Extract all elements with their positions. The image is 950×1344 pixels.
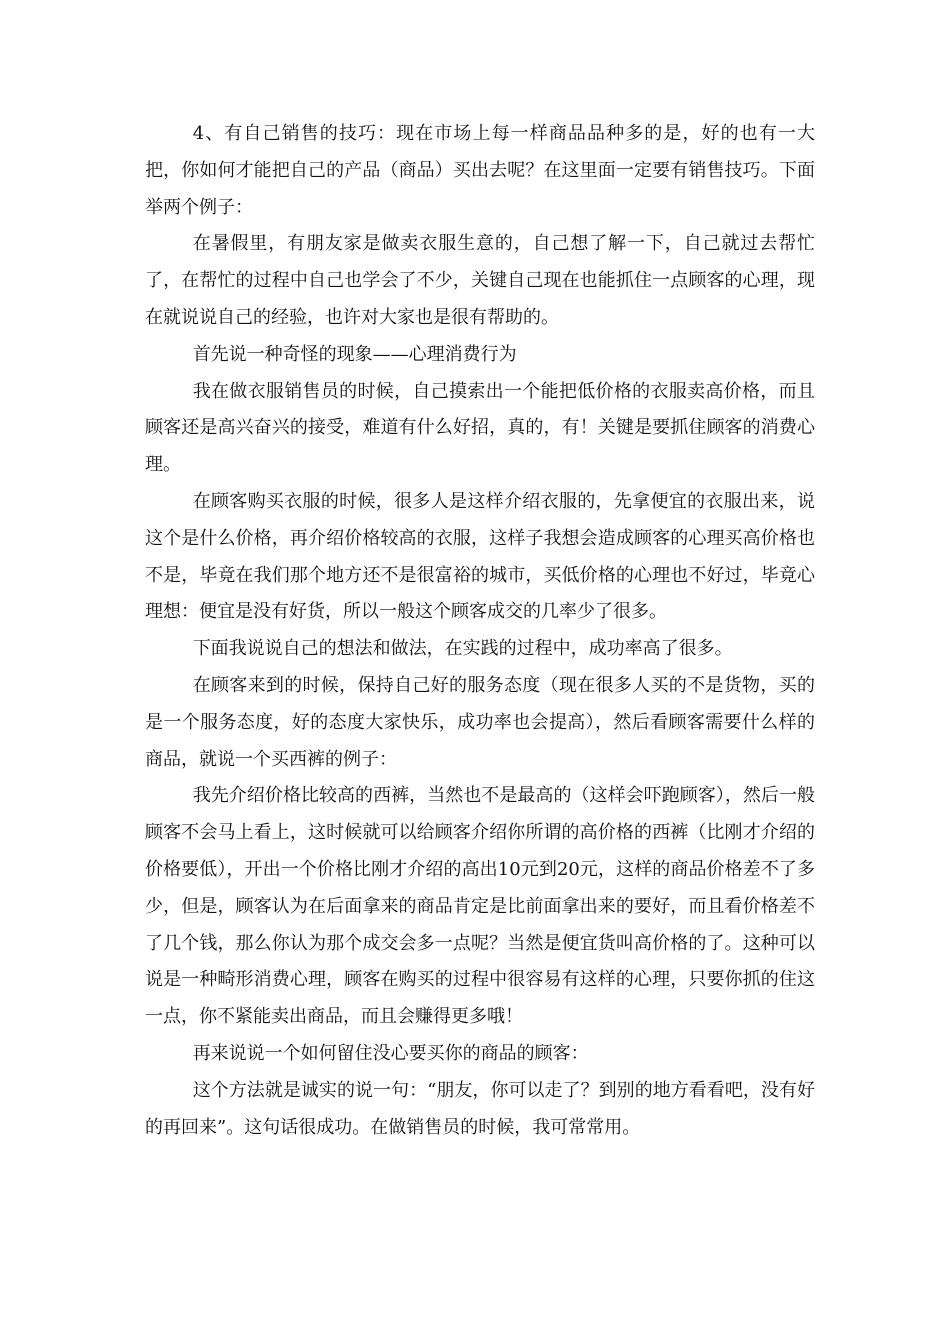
paragraph-common-approach: 在顾客购买衣服的时候，很多人是这样介绍衣服的，先拿便宜的衣服出来，说这个是什么价格，再介绍价格较高的衣服，这样子我想会造成顾客的心理买高价格也不是，毕竟在我们那个地方还不是很富裕的城市，买低价格的心理也不好过，毕竟心理想：便宜是没有好货，所以一般这个顾客成交的几率少了很多。: [145, 490, 815, 623]
paragraph-retain-customers: 再来说说一个如何留住没心要买你的商品的顾客：: [192, 1042, 589, 1064]
paragraph-sales-skills: 4、有自己销售的技巧：现在市场上每一样商品品种多的是，好的也有一大把，你如何才能把自己的产品（商品）买出去呢？在这里面一定要有销售技巧。下面举两个例子：: [145, 123, 815, 218]
paragraph-my-approach: 下面我说说自己的想法和做法，在实践的过程中，成功率高了很多。: [192, 638, 733, 660]
paragraph-honest-method: 这个方法就是诚实的说一句：“朋友，你可以走了？到别的地方看看吧，没有好的再回来”。这句话很成功。在做销售员的时候，我可常常用。: [145, 1079, 815, 1138]
document-body: [145, 116, 815, 1146]
paragraph-strange-phenomenon: 首先说一种奇怪的现象——心理消费行为: [192, 343, 517, 365]
paragraph-service-attitude: 在顾客来到的时候，保持自己好的服务态度（现在很多人买的不是货物，买的是一个服务态度，好的态度大家快乐，成功率也会提高），然后看顾客需要什么样的商品，就说一个买西裤的例子：: [145, 674, 815, 770]
paragraph-low-price-high-price: 我在做衣服销售员的时候，自己摸索出一个能把低价格的衣服卖高价格，而且顾客还是高兴奋兴的接受，难道有什么好招，真的，有！关键是要抓住顾客的消费心理。: [145, 380, 815, 476]
paragraph-trousers-example: 我先介绍价格比较高的西裤，当然也不是最高的（这样会吓跑顾客），然后一般顾客不会马上看上，这时候就可以给顾客介绍你所谓的高价格的西裤（比刚才介绍的价格要低），开出一个价格比刚才介绍的高出10元到20元，这样的商品价格差不了多少，但是，顾客认为在后面拿来的商品肯定是比前面拿出来的要好，而且看价格差不了几个钱，那么你认为那个成交会多一点呢？当然是便宜货叫高价格的了。这种可以说是一种畸形消费心理，顾客在购买的过程中很容易有这样的心理，只要你抓的住这一点，你不紧能卖出商品，而且会赚得更多哦！: [145, 785, 815, 1028]
paragraph-summer-experience: 在暑假里，有朋友家是做卖衣服生意的，自己想了解一下，自己就过去帮忙了，在帮忙的过程中自己也学会了不少，关键自己现在也能抓住一点顾客的心理，现在就说说自己的经验，也许对大家也是很有帮助的。: [145, 233, 815, 328]
